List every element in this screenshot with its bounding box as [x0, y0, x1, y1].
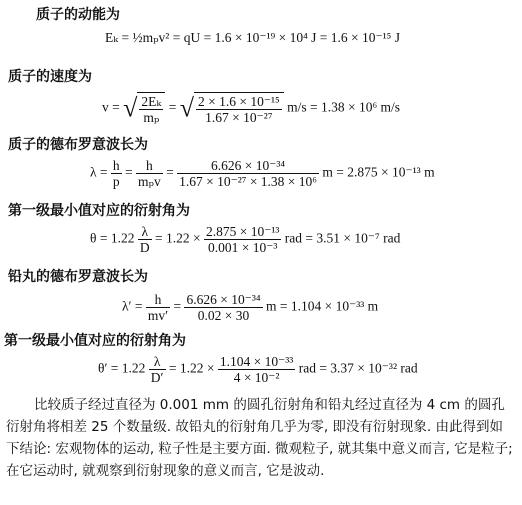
- heading-kinetic-energy: 质子的动能为: [36, 7, 120, 23]
- conclusion-paragraph: 比较质子经过直径为 0.001 mm 的圆孔衍射角和铅丸经过直径为 4 cm 的圆孔衍射角将相差 25 个数量级. 故铅丸的衍射角几乎为零, 即没有衍射现象. 由此得到如下结论: 宏观物体的运动, 粒子性是主要方面. 微观粒子, 就其集中意义而言, 它是粒子; 在它运动时, 就观察到衍射现象的意义而言, 它是波动.: [6, 397, 513, 479]
- equation-diffraction-angle-lead: θ′ = 1.22 $\frac{\lambda}{D'}$ = 1.22 × $\frac{\text{1.104 × 10⁻³³}}{\text{4 × 10⁻²}}$ rad = 3.37 × 10⁻³² rad: [98, 354, 418, 385]
- heading-diffraction-angle-proton: 第一级最小值对应的衍射角为: [8, 203, 190, 219]
- heading-diffraction-angle-lead: 第一级最小值对应的衍射角为: [4, 333, 186, 349]
- equation-diffraction-angle-proton: θ = 1.22 $\frac{\lambda}{D}$ = 1.22 × $\frac{\text{2.875 × 10⁻¹³}}{\text{0.001 × 10⁻³}}$ rad = 3.51 × 10⁻⁷ rad: [90, 224, 401, 255]
- heading-proton-wavelength: 质子的德布罗意波长为: [8, 137, 148, 153]
- equation-kinetic-energy: Eₖ = ½mₚv² = qU = 1.6 × 10⁻¹⁹ × 10⁴ J = 1.6 × 10⁻¹⁵ J: [105, 30, 401, 45]
- heading-lead-wavelength: 铅丸的德布罗意波长为: [8, 269, 148, 285]
- heading-velocity: 质子的速度为: [8, 69, 92, 85]
- equation-lead-wavelength: λ′ = $\frac{h}{mv'}$ = $\frac{\text{6.626 × 10⁻³⁴}}{0.02 \times 30}$ m = 1.104 × 10⁻³³ m: [122, 292, 379, 323]
- equation-proton-wavelength: λ = $\frac{h}{p}$ = $\frac{h}{\text{mₚv}}$ = $\frac{\text{6.626 × 10⁻³⁴}}{\text{1.67 × 10⁻²⁷ × 1.38 × 10⁶}}$ m = 2.875 × 10⁻¹³ m: [90, 158, 435, 189]
- equation-velocity: v = √ $\frac{\text{2Eₖ}}{\text{mₚ}}$ = √ $\frac{\text{2 × 1.6 × 10⁻¹⁵}}{\text{1.67 × 10⁻²⁷}}$ m/s = 1.38 × 10⁶ m/s: [102, 93, 401, 125]
